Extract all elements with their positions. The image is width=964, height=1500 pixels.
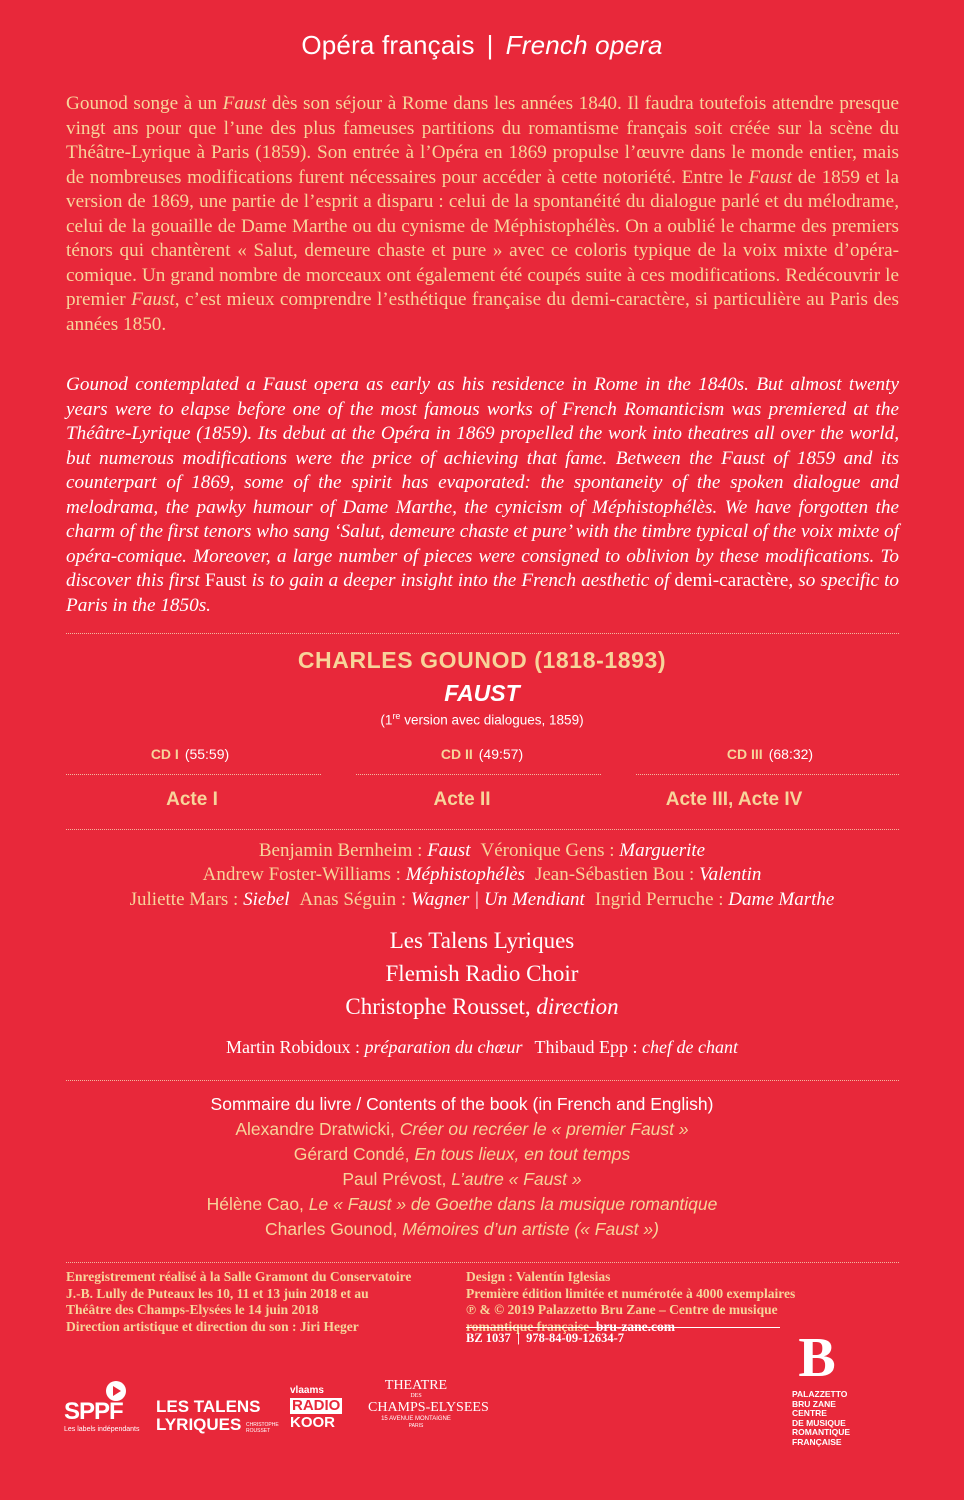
- contents-item: [0, 1119, 924, 1140]
- tce-line-3: CHAMPS-ELYSEES: [368, 1400, 489, 1415]
- pbz-line: FRANÇAISE: [792, 1436, 842, 1447]
- acts-row: [0, 789, 964, 815]
- en-work-title: Faust: [204, 570, 247, 591]
- theatre-champs-elysees-logo: [368, 1378, 489, 1448]
- singer-name: Juliette Mars :: [129, 889, 244, 910]
- vlaams-radio-koor-logo: [290, 1385, 354, 1439]
- divider: [66, 1262, 899, 1263]
- singer-role: Faust: [427, 840, 471, 861]
- sppf-logo: [64, 1378, 144, 1438]
- cd-2-content: Acte II: [433, 789, 491, 810]
- contents-author: Paul Prévost,: [342, 1169, 452, 1189]
- contents-author: Alexandre Dratwicki,: [235, 1119, 400, 1139]
- cast-line-2: [0, 864, 964, 886]
- choir-name: Flemish Radio Choir: [385, 961, 579, 986]
- work-title: FAUST: [444, 680, 520, 706]
- vrk-line-1: vlaams: [290, 1385, 324, 1396]
- tce-line-1: THEATRE: [384, 1378, 448, 1393]
- contents-essay-title: Le « Faust » de Goethe dans la musique romantique: [308, 1194, 718, 1214]
- website-link[interactable]: bru-zane.com: [595, 1318, 675, 1334]
- singer-name: Benjamin Bernheim :: [258, 840, 428, 861]
- contents-essay-title: L’autre « Faust »: [451, 1169, 582, 1189]
- catalog-separator: |: [517, 1331, 520, 1345]
- pbz-line: CENTRE: [792, 1408, 827, 1418]
- conductor-role: direction: [536, 994, 619, 1019]
- singer-role: Valentin: [699, 864, 762, 885]
- fr-work-title: Faust: [222, 93, 267, 114]
- singer-name: Andrew Foster-Williams :: [202, 864, 406, 885]
- cd-duration: (68:32): [768, 746, 814, 762]
- version-text: (1: [380, 712, 393, 728]
- en-text-part: is to gain a deeper insight into the French aesthetic of: [246, 570, 675, 591]
- credit-line: Première édition limitée et numérotée à 4000 exemplaires: [466, 1285, 796, 1301]
- talens-line-2: LYRIQUES: [156, 1415, 242, 1434]
- divider: [66, 1080, 899, 1081]
- cd-1-header: [40, 746, 340, 762]
- contents-item: [0, 1219, 924, 1240]
- contents-item: [0, 1169, 924, 1190]
- contents-essay-title: Créer ou recréer le « premier Faust »: [399, 1119, 689, 1139]
- contents-author: Charles Gounod,: [265, 1219, 403, 1239]
- composer-heading: CHARLES GOUNOD (1818-1893): [297, 647, 667, 673]
- credit-line: J.-B. Lully de Puteaux les 10, 11 et 13 juin 2018 et au: [66, 1285, 369, 1301]
- header-french: Opéra français: [301, 30, 475, 60]
- contents-author: Gérard Condé,: [293, 1144, 415, 1164]
- cd-3-content: Acte III, Acte IV: [665, 789, 803, 810]
- recording-credits: [66, 1269, 466, 1335]
- credit-line: ℗ & © 2019 Palazzetto Bru Zane – Centre de musique: [466, 1302, 778, 1317]
- cd-row: [0, 746, 964, 766]
- cd-divider: [66, 774, 321, 775]
- version-text: version avec dialogues, 1859): [400, 712, 584, 728]
- en-term: demi-caractère: [674, 570, 789, 591]
- cd-divider: [636, 774, 899, 775]
- palazzetto-bru-zane-logo: [792, 1327, 856, 1470]
- vrk-line-3: KOOR: [290, 1414, 335, 1431]
- tce-line-2: DES: [410, 1393, 422, 1399]
- edition-credits: [466, 1269, 886, 1335]
- pbz-line: DE MUSIQUE: [792, 1417, 846, 1428]
- fr-text-part: Gounod songe à un: [66, 93, 223, 114]
- page-header: [0, 30, 964, 61]
- singer-name: Jean-Sébastien Bou :: [534, 864, 700, 885]
- conductor-name: Christophe Rousset,: [345, 994, 531, 1019]
- fr-work-title: Faust: [131, 289, 175, 310]
- singer-name: Véronique Gens :: [480, 840, 620, 861]
- isbn: 978-84-09-12634-7: [526, 1331, 624, 1345]
- credit-line: Enregistrement réalisé à la Salle Gramont du Conservatoire: [66, 1269, 412, 1284]
- fr-work-title: Faust: [748, 166, 793, 188]
- cast-line-1: [0, 840, 964, 862]
- pbz-line: PALAZZETTO: [792, 1389, 848, 1399]
- french-description: [66, 92, 899, 337]
- staff-name: Martin Robidoux :: [226, 1037, 365, 1057]
- contents-essay-title: Mémoires d’un artiste (« Faust »): [402, 1219, 659, 1239]
- staff-name: Thibaud Epp :: [534, 1037, 643, 1057]
- singer-role: Dame Marthe: [728, 889, 835, 910]
- catalog-info: [466, 1327, 780, 1349]
- cast-line-3: [0, 889, 964, 911]
- singer-name: Ingrid Perruche :: [594, 889, 729, 910]
- cd-duration: (55:59): [184, 746, 230, 762]
- header-english: French opera: [505, 30, 663, 60]
- vrk-line-2: RADIO: [292, 1397, 341, 1414]
- tce-line-5: PARIS: [408, 1423, 424, 1429]
- staff-line: [0, 1037, 964, 1058]
- cd-3-header: [620, 746, 920, 762]
- divider: [66, 633, 899, 634]
- cd-label: CD I: [150, 746, 179, 762]
- fr-text-part: dès son séjour à Rome dans les années 1840. Il faudra toutefois attendre presque vingt ans pour que l’une des plus fameuses partitions du romantisme français soit créée sur la scène du Théâtre-Lyrique à Paris (1859). Son entrée à l’Opéra en 1869 propulse l’œuvre dans le monde entier, mais de nombreuses modifications furent nécessaires pour accéder à cette notoriété. Entre le: [66, 93, 899, 188]
- version-sup: re: [392, 711, 401, 721]
- catalog-number: BZ 1037: [466, 1331, 511, 1345]
- singer-name: Anas Séguin :: [299, 889, 411, 910]
- credit-line: Théâtre des Champs-Elysées le 14 juin 2018: [66, 1302, 319, 1317]
- tce-line-4: 15 AVENUE MONTAIGNE: [381, 1416, 451, 1422]
- english-description: [66, 373, 899, 618]
- cd-1-content: Acte I: [166, 789, 218, 810]
- sppf-subtitle: Les labels indépendants: [64, 1426, 140, 1433]
- contents-essay-title: En tous lieux, en tout temps: [414, 1144, 631, 1164]
- contents-item: [0, 1194, 924, 1215]
- cd-label: CD II: [440, 746, 473, 762]
- en-text-part: Gounod contemplated a Faust opera as early as his residence in Rome in the 1840s. But almost twenty years were to elapse before one of the most famous works of French Romanticism was premiered at the Théâtre-Lyrique (1859). Its debut at the Opéra in 1869 propelled the work into theatres all over the world, but numerous modifications were the price of achieving that fame. Between the Faust of 1859 and its counterpart of 1869, some of the spirit has evaporated: the spontaneity of the spoken dialogue and melodrama, the pawky humour of Dame Marthe, the cynicism of Méphistophélès. We have forgotten the charm of the first tenors who sang ‘Salut, demeure chaste et pure’ with the timbre typical of the voix mixte of opéra-comique. Moreover, a large number of pieces were consigned to oblivion by these modifications. To discover this first: [66, 374, 899, 591]
- talens-line-1: LES TALENS: [156, 1397, 261, 1416]
- sppf-text: SPPF: [64, 1398, 123, 1425]
- credit-text: romantique française: [466, 1318, 590, 1334]
- talens-subtitle: CHRISTOPHE ROUSSET: [246, 1422, 279, 1434]
- singer-role: Méphistophélès: [405, 864, 525, 885]
- pbz-mark-icon: B: [798, 1327, 836, 1389]
- credit-line: Direction artistique et direction du son : Jiri Heger: [66, 1318, 359, 1334]
- singer-role: Marguerite: [619, 840, 706, 861]
- singer-role: Wagner | Un Mendiant: [410, 889, 585, 910]
- staff-role: chef de chant: [642, 1037, 738, 1057]
- cd-duration: (49:57): [478, 746, 524, 762]
- contents-author: Hélène Cao,: [206, 1194, 309, 1214]
- cd-2-header: [332, 746, 632, 762]
- credit-line: Design : Valentín Iglesias: [466, 1269, 611, 1284]
- pbz-line: ROMANTIQUE: [792, 1427, 851, 1437]
- divider: [66, 829, 899, 830]
- pbz-line: BRU ZANE: [792, 1398, 836, 1409]
- header-separator: |: [486, 30, 494, 60]
- fr-text-part: de 1859 et la version de 1869, une partie de l’esprit a disparu : celui de la spontanéité du dialogue parlé et du mélodrame, celui de la gouaille de Dame Marthe ou du cynisme de Méphistophélès. On a oublié le charme des premiers ténors qui chantèrent « Salut, demeure chaste et pure » avec ce coloris typique de la voix mixte d’opéra-comique. Un grand nombre de morceaux ont également été coupés suite à ces modifications. Redécouvrir le premier: [66, 166, 899, 310]
- en-text-part: , so specific to Paris in the 1850s.: [66, 570, 899, 616]
- work-version: [0, 711, 964, 728]
- pbz-text: [792, 1390, 850, 1447]
- cd-divider: [356, 774, 601, 775]
- staff-role: préparation du chœur: [364, 1037, 523, 1057]
- singer-role: Siebel: [243, 889, 290, 910]
- fr-text-part: , c’est mieux comprendre l’esthétique française du demi-caractère, si particulière au Paris des années 1850.: [66, 289, 899, 335]
- contents-title: Sommaire du livre / Contents of the book (in French and English): [210, 1094, 714, 1114]
- talens-lyriques-logo: [156, 1397, 279, 1438]
- contents-item: [0, 1144, 924, 1165]
- orchestra-name: Les Talens Lyriques: [389, 928, 575, 953]
- cd-label: CD III: [726, 746, 763, 762]
- conductor-line: [0, 994, 964, 1020]
